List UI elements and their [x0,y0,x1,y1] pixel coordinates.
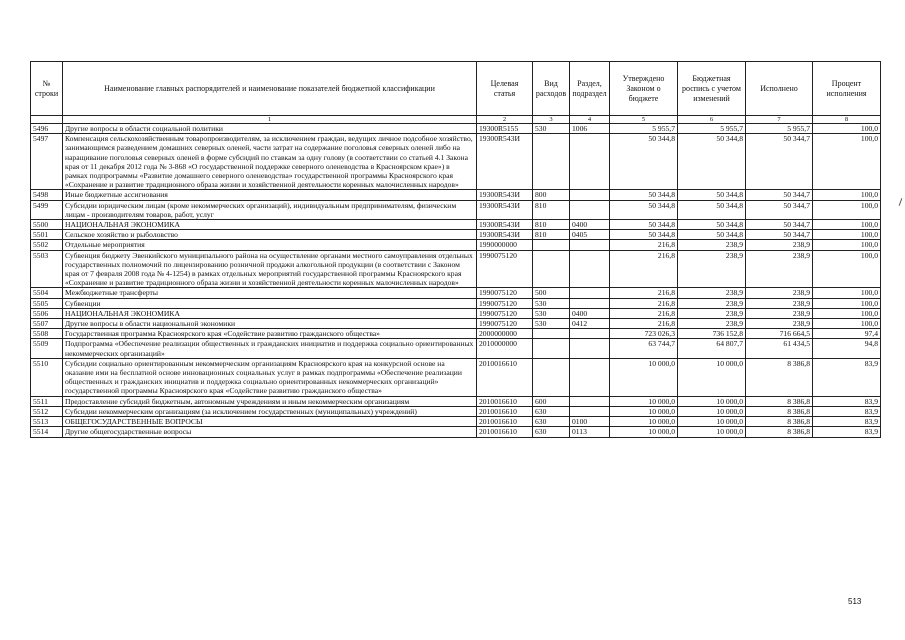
table-row [31,288,881,298]
cell-row-no: 5504 [31,288,63,298]
cell-executed: 50 344,7 [746,220,813,230]
table-row [31,240,881,250]
cell-executed: 5 955,7 [746,124,813,134]
cell-executed: 238,9 [746,319,813,329]
column-number [31,116,63,124]
cell-budget-list: 50 344,8 [678,134,746,190]
cell-executed: 8 386,8 [746,417,813,427]
cell-expense-type: 800 [533,190,570,200]
cell-target: 1990075120 [477,288,533,298]
table-body [31,124,881,438]
cell-section: 0400 [570,220,610,230]
cell-budget-list: 238,9 [678,288,746,298]
cell-budget-list: 736 152,8 [678,329,746,339]
cell-percent: 100,0 [813,288,881,298]
column-number: 3 [533,116,570,124]
table-row [31,358,881,396]
cell-target: 19300R543И [477,220,533,230]
cell-expense-type: 630 [533,417,570,427]
cell-expense-type: 500 [533,288,570,298]
cell-section [570,200,610,219]
cell-percent: 100,0 [813,124,881,134]
cell-row-no: 5496 [31,124,63,134]
cell-name: Другие вопросы в области национальной экономики [63,319,477,329]
cell-expense-type [533,358,570,396]
column-number: 6 [678,116,746,124]
table-row [31,427,881,437]
header-name: Наименование главных распорядителей и наименование показателей бюджетной классификации [63,62,477,116]
cell-expense-type: 530 [533,298,570,308]
table-row [31,134,881,190]
cell-executed: 238,9 [746,250,813,288]
cell-budget-list: 238,9 [678,240,746,250]
cell-target: 19300R543И [477,230,533,240]
cell-budget-list: 10 000,0 [678,358,746,396]
cell-name: Компенсация сельскохозяйственным товаропроизводителям, за исключением граждан, ведущих личное подсобное хозяйство, занимающимся разведением домашних северных оленей, части затрат на содержание поголовья северных оленей либо на наращивание поголовья северных оленей в форме субсидий по ставкам за одну голову (в соответствии со статьей 4.1 Закона края от 11 декабря 2012 года № 3-868 «О государственной поддержке северного оленеводства в Красноярском крае») в рамках подпрограммы «Развитие домашнего северного оленеводства» государственной программы Красноярского края «Сохранение и развитие традиционного образа жизни и хозяйственной деятельности коренных малочисленных народов» [63,134,477,190]
cell-row-no: 5506 [31,308,63,318]
cell-target: 19300R543И [477,190,533,200]
cell-name: Субсидии юридическим лицам (кроме некоммерческих организаций), индивидуальным предпринимателям, физическим лицам - производителям товаров, работ, услуг [63,200,477,219]
cell-approved: 50 344,8 [610,230,678,240]
column-number: 2 [477,116,533,124]
cell-percent: 83,9 [813,427,881,437]
header-target: Целевая статья [477,62,533,116]
cell-target: 2010016610 [477,406,533,416]
cell-section: 0113 [570,427,610,437]
cell-row-no: 5503 [31,250,63,288]
cell-section [570,329,610,339]
cell-target: 19300R543И [477,200,533,219]
table-row [31,396,881,406]
cell-approved: 10 000,0 [610,396,678,406]
header-row-no: № строки [31,62,63,116]
cell-row-no: 5508 [31,329,63,339]
cell-row-no: 5497 [31,134,63,190]
cell-section: 0100 [570,417,610,427]
page-number: 513 [848,597,862,606]
table-row [31,230,881,240]
cell-target: 2010016610 [477,427,533,437]
header-executed: Исполнено [746,62,813,116]
table-row [31,308,881,318]
cell-target: 19300R543И [477,134,533,190]
cell-approved: 216,8 [610,319,678,329]
cell-budget-list: 64 807,7 [678,339,746,358]
cell-name: Межбюджетные трансферты [63,288,477,298]
cell-executed: 50 344,7 [746,134,813,190]
cell-budget-list: 50 344,8 [678,220,746,230]
cell-expense-type: 530 [533,319,570,329]
cell-row-no: 5505 [31,298,63,308]
cell-approved: 216,8 [610,240,678,250]
cell-budget-list: 5 955,7 [678,124,746,134]
cell-approved: 10 000,0 [610,406,678,416]
cell-approved: 216,8 [610,298,678,308]
cell-row-no: 5510 [31,358,63,396]
cell-budget-list: 50 344,8 [678,200,746,219]
table-header [31,62,881,124]
cell-row-no: 5502 [31,240,63,250]
cell-executed: 50 344,7 [746,200,813,219]
cell-approved: 63 744,7 [610,339,678,358]
cell-executed: 8 386,8 [746,427,813,437]
cell-budget-list: 238,9 [678,250,746,288]
cell-percent: 94,8 [813,339,881,358]
cell-expense-type: 810 [533,220,570,230]
header-budget-list: Бюджетная роспись с учетом изменений [678,62,746,116]
cell-section: 1006 [570,124,610,134]
column-number: 5 [610,116,678,124]
column-number: 4 [570,116,610,124]
cell-section [570,406,610,416]
column-numbers-row [31,116,881,124]
cell-expense-type [533,339,570,358]
cell-section [570,250,610,288]
cell-section [570,298,610,308]
cell-budget-list: 238,9 [678,319,746,329]
cell-name: НАЦИОНАЛЬНАЯ ЭКОНОМИКА [63,220,477,230]
cell-executed: 8 386,8 [746,358,813,396]
cell-section: 0405 [570,230,610,240]
cell-percent: 100,0 [813,250,881,288]
cell-row-no: 5499 [31,200,63,219]
cell-target: 2010016610 [477,417,533,427]
cell-executed: 61 434,5 [746,339,813,358]
table-row [31,339,881,358]
cell-expense-type: 630 [533,406,570,416]
cell-target: 1990075120 [477,250,533,288]
cell-section [570,358,610,396]
table-row [31,417,881,427]
cell-percent: 83,9 [813,358,881,396]
header-section: Раздел, подраздел [570,62,610,116]
cell-approved: 10 000,0 [610,427,678,437]
cell-row-no: 5507 [31,319,63,329]
cell-target: 2010016610 [477,358,533,396]
header-percent: Процент исполнения [813,62,881,116]
cell-name: Сельское хозяйство и рыболовство [63,230,477,240]
cell-target: 1990075120 [477,308,533,318]
cell-budget-list: 238,9 [678,308,746,318]
cell-target: 1990075120 [477,319,533,329]
cell-executed: 716 664,5 [746,329,813,339]
cell-name: Субвенция бюджету Эвенкийского муниципального района на осуществление органами местного самоуправления отдельных государственных полномочий по лицензированию розничной продажи алкогольной продукции (в соответствии с Законом края от 7 февраля 2008 года № 4-1254) в рамках отдельных мероприятий государственной программы Красноярского края «Сохранение и развитие традиционного образа жизни и хозяйственной деятельности коренных малочисленных народов» [63,250,477,288]
cell-expense-type: 630 [533,427,570,437]
cell-percent: 100,0 [813,230,881,240]
budget-execution-table [30,61,881,438]
cell-percent: 100,0 [813,190,881,200]
cell-target: 2000000000 [477,329,533,339]
table-row [31,250,881,288]
cell-executed: 8 386,8 [746,406,813,416]
cell-section [570,288,610,298]
table-row [31,329,881,339]
cell-name: Предоставление субсидий бюджетным, автономным учреждениям и иным некоммерческим организациям [63,396,477,406]
cell-row-no: 5500 [31,220,63,230]
cell-expense-type [533,329,570,339]
cell-percent: 100,0 [813,134,881,190]
cell-target: 19300R5155 [477,124,533,134]
column-number: 8 [813,116,881,124]
cell-executed: 238,9 [746,298,813,308]
table-row [31,200,881,219]
table-row [31,298,881,308]
header-expense-type: Вид расходов [533,62,570,116]
cell-name: Другие общегосударственные вопросы [63,427,477,437]
cell-name: НАЦИОНАЛЬНАЯ ЭКОНОМИКА [63,308,477,318]
cell-name: Другие вопросы в области социальной политики [63,124,477,134]
cell-budget-list: 10 000,0 [678,417,746,427]
cell-name: Субсидии социально ориентированным некоммерческим организациям Красноярского края на конкурсной основе на оказание ими на бесплатной основе инновационных социальных услуг в рамках подпрограммы «Обеспечение реализации общественных и гражданских инициатив и поддержка социально ориентированных некоммерческих организаций» государственной программы Красноярского края «Содействие развитию гражданского общества» [63,358,477,396]
cell-budget-list: 238,9 [678,298,746,308]
cell-budget-list: 10 000,0 [678,396,746,406]
cell-executed: 50 344,7 [746,190,813,200]
cell-row-no: 5514 [31,427,63,437]
column-number: 7 [746,116,813,124]
cell-percent: 100,0 [813,319,881,329]
cell-target: 2010000000 [477,339,533,358]
cell-approved: 50 344,8 [610,190,678,200]
scan-edge-mark [899,198,903,206]
cell-budget-list: 10 000,0 [678,406,746,416]
cell-name: Государственная программа Красноярского края «Содействие развитию гражданского общества» [63,329,477,339]
cell-expense-type: 600 [533,396,570,406]
column-number: 1 [63,116,477,124]
cell-executed: 238,9 [746,288,813,298]
cell-budget-list: 50 344,8 [678,230,746,240]
cell-row-no: 5501 [31,230,63,240]
cell-row-no: 5513 [31,417,63,427]
table-row [31,220,881,230]
cell-section [570,240,610,250]
table-row [31,190,881,200]
cell-budget-list: 50 344,8 [678,190,746,200]
cell-percent: 100,0 [813,240,881,250]
cell-percent: 83,9 [813,417,881,427]
cell-expense-type: 530 [533,124,570,134]
table-row [31,406,881,416]
cell-name: Иные бюджетные ассигнования [63,190,477,200]
cell-approved: 50 344,8 [610,134,678,190]
cell-name: Субсидии некоммерческим организациям (за исключением государственных (муниципальных) учреждений) [63,406,477,416]
cell-section: 0412 [570,319,610,329]
cell-name: Подпрограмма «Обеспечение реализации общественных и гражданских инициатив и поддержка социально ориентированных некоммерческих организаций» [63,339,477,358]
cell-percent: 83,9 [813,396,881,406]
cell-executed: 238,9 [746,240,813,250]
cell-approved: 10 000,0 [610,358,678,396]
cell-executed: 8 386,8 [746,396,813,406]
cell-expense-type: 530 [533,308,570,318]
cell-percent: 100,0 [813,220,881,230]
cell-section [570,190,610,200]
cell-name: ОБЩЕГОСУДАРСТВЕННЫЕ ВОПРОСЫ [63,417,477,427]
cell-percent: 100,0 [813,308,881,318]
cell-executed: 50 344,7 [746,230,813,240]
cell-approved: 50 344,8 [610,220,678,230]
cell-section [570,339,610,358]
cell-name: Отдельные мероприятия [63,240,477,250]
cell-row-no: 5498 [31,190,63,200]
cell-approved: 216,8 [610,288,678,298]
cell-expense-type [533,134,570,190]
cell-section [570,134,610,190]
cell-percent: 100,0 [813,298,881,308]
table-row [31,319,881,329]
cell-name: Субвенции [63,298,477,308]
cell-expense-type [533,250,570,288]
cell-target: 1990075120 [477,298,533,308]
cell-target: 2010016610 [477,396,533,406]
cell-approved: 216,8 [610,308,678,318]
cell-percent: 97,4 [813,329,881,339]
cell-section [570,396,610,406]
header-approved: Утверждено Законом о бюджете [610,62,678,116]
cell-approved: 5 955,7 [610,124,678,134]
cell-budget-list: 10 000,0 [678,427,746,437]
cell-approved: 723 026,3 [610,329,678,339]
cell-approved: 216,8 [610,250,678,288]
cell-target: 1990000000 [477,240,533,250]
cell-expense-type [533,240,570,250]
cell-executed: 238,9 [746,308,813,318]
cell-percent: 100,0 [813,200,881,219]
cell-expense-type: 810 [533,230,570,240]
cell-approved: 10 000,0 [610,417,678,427]
cell-approved: 50 344,8 [610,200,678,219]
cell-row-no: 5511 [31,396,63,406]
cell-expense-type: 810 [533,200,570,219]
cell-percent: 83,9 [813,406,881,416]
cell-row-no: 5512 [31,406,63,416]
cell-row-no: 5509 [31,339,63,358]
table-row [31,124,881,134]
cell-section: 0400 [570,308,610,318]
